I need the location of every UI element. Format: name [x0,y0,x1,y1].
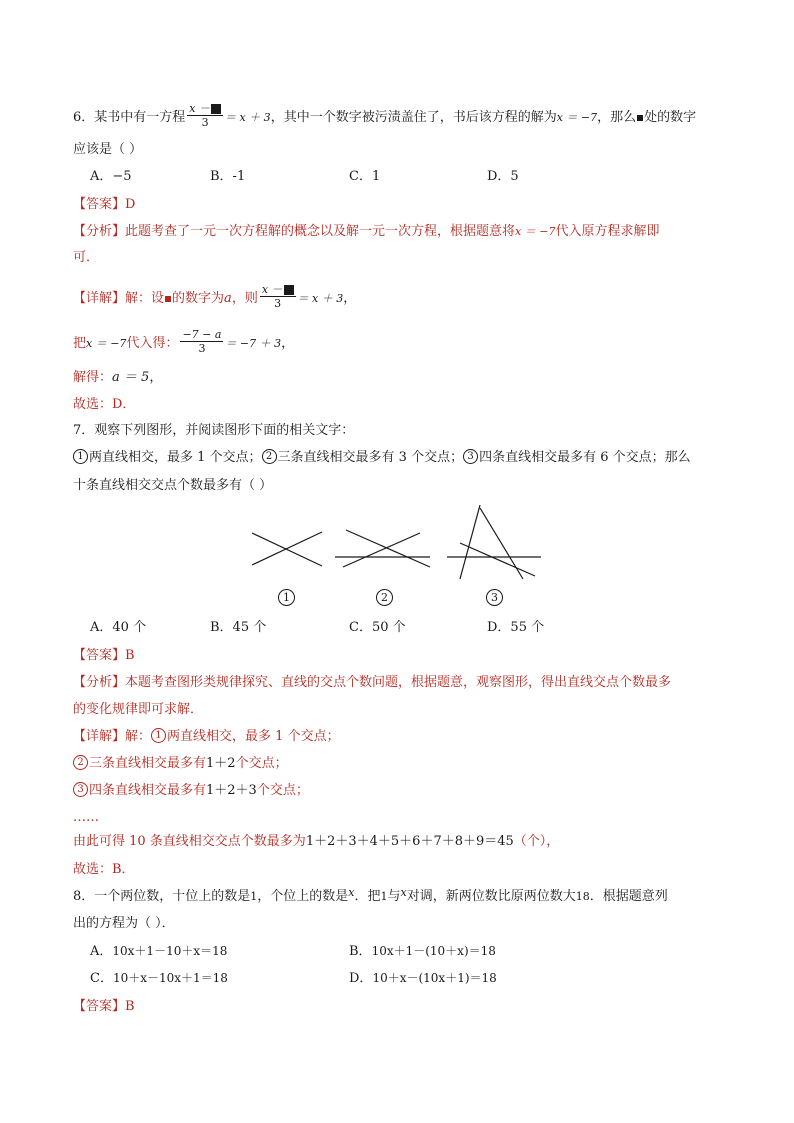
q8-answer: 【答案】B [73,999,135,1014]
q6-option-c[interactable]: C．1 [349,169,381,184]
q8-option-c[interactable]: C．10＋x－10x＋1＝18 [90,971,228,986]
ink-blot [211,104,221,114]
q7-stem-line3: 十条直线相交交点个数最多有（ ） [73,478,273,493]
q7-detail-line5: 由此可得 10 条直线相交交点个数最多为1＋2＋3＋4＋5＋6＋7＋8＋9＝45（个）， [73,834,560,849]
fig2-label: 2 [376,590,394,607]
q8-stem-line2: 出的方程为（ ）． [73,916,175,931]
q6-equation-fraction: $\frac{x -}{3}$ [187,102,223,129]
fig2-line-b [346,530,430,567]
q7-lines-figure [0,500,794,610]
fig1-line-a [252,533,322,566]
q8-option-b[interactable]: B．10x＋1－(10＋x)＝18 [349,944,496,959]
q7-option-a[interactable]: A．40 个 [90,620,147,635]
q6-solution: x ＝ −7 [556,111,598,124]
q7-option-d[interactable]: D．55 个 [487,620,545,635]
q6-detail-line1: 【详解】解：设 的数字为a，则 $\frac{x -}{3}$ ＝ x ＋ 3， [73,283,357,310]
fig3-label: 3 [486,590,504,607]
q7-detail-dots: …… [73,810,99,825]
q6-stem-prefix: 6．某书中有一方程 [73,110,186,125]
fig3-line-d [460,543,535,576]
q6-detail-line2: 把x ＝ −7代入得： $\frac{-7 - a}{3}$ ＝ −7 ＋ 3， [73,328,295,355]
q7-analysis-line1: 【分析】本题考查图形类规律探究、直线的交点个数问题，根据题意，观察图形，得出直线交点个数最多 [73,675,672,690]
q6-stem-line2: 应该是（ ） [73,142,143,157]
q6-option-d[interactable]: D．5 [487,169,519,184]
ink-blot-small [637,115,643,121]
q7-detail-line6: 故选：B． [73,862,135,877]
fig2-line-c [343,533,420,567]
q6-stem-line1: 6．某书中有一方程 $\frac{x -}{3}$ ＝ x ＋ 3，其中一个数字被污渍盖住了，书后该方程的解为x ＝ −7，那么 处的数字 [73,102,697,129]
q7-detail-line2: 2 三条直线相交最多有1＋2个交点； [73,754,288,774]
q7-stem-line1: 7．观察下列图形，并阅读图形下面的相关文字： [73,423,355,438]
q7-detail-line1: 【详解】解： 1 两直线相交，最多 1 个交点； [73,729,340,744]
q6-detail-fraction: $\frac{x -}{3}$ [260,283,296,310]
q7-option-b[interactable]: B．45 个 [210,620,267,635]
q7-stem-line2: 1 两直线相交，最多 1 个交点； 2 三条直线相交最多有 3 个交点； 3 四条直线相交最多有 6 个交点；那么 [73,448,691,468]
q8-option-d[interactable]: D．10＋x－(10x＋1)＝18 [349,971,497,986]
q7-detail-line3: 3 四条直线相交最多有1＋2＋3个交点； [73,781,309,801]
q6-answer: 【答案】D [73,197,136,212]
q6-option-b[interactable]: B．-1 [210,169,246,184]
q6-analysis-line1: 【分析】此题考查了一元一次方程解的概念以及解一元一次方程，根据题意将x ＝ −7代入原方程求解即 [73,224,660,239]
q7-analysis-line2: 的变化规律即可求解． [73,702,204,717]
q7-option-c[interactable]: C．50 个 [349,620,406,635]
q8-option-a[interactable]: A．10x＋1－10＋x＝18 [90,944,228,959]
fig1-line-b [252,532,322,565]
fig1-label: 1 [278,590,296,607]
q7-answer: 【答案】B [73,648,135,663]
q6-equation-rhs: ＝ x ＋ 3 [224,111,271,124]
q6-option-a[interactable]: A．−5 [90,169,132,184]
fig3-line-b [460,505,480,579]
q6-analysis-line2: 可． [73,250,100,265]
q8-stem-line1: 8．一个两位数，十位上的数是1，个位上的数是$^x$．把1与$^x$对调，新两位数比原两位数大18．根据题意列 [73,886,668,904]
q6-detail-line3: 解得：a ＝ 5， [73,370,163,385]
q6-detail-line4: 故选：D． [73,397,136,412]
